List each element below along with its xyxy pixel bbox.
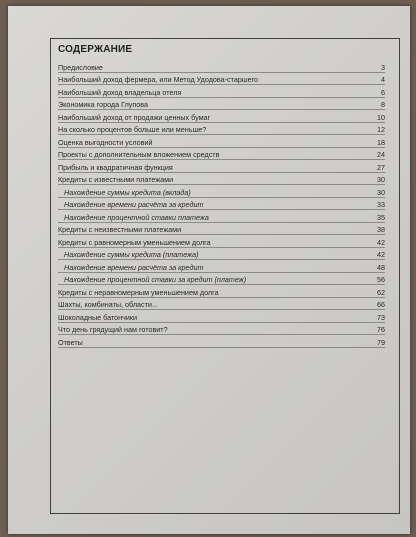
toc-subentry [58,198,385,211]
toc-entry-text: Экономика города Глупова [58,100,148,109]
toc-entry-text: Нахождение времени расчёта за кредит [64,200,204,209]
toc-entry-page: 30 [377,187,385,197]
table-of-contents [58,60,385,348]
toc-entry-text: Наибольший доход фермера, или Метод Удодова-старшего [58,75,259,84]
toc-entry [58,223,385,236]
toc-entry-text: Нахождение времени расчёта за кредит [64,262,204,272]
toc-entry-page: 18 [377,137,385,147]
toc-entry [58,335,385,348]
toc-entry [58,323,385,336]
toc-entry-page: 48 [377,262,385,272]
toc-entry-page: 38 [377,225,385,234]
toc-entry-text: Шахты, комбинаты, области... [58,300,158,309]
toc-title: СОДЕРЖАНИЕ [58,44,133,55]
toc-entry [58,98,385,111]
toc-entry [58,110,385,123]
toc-entry-text: Нахождение процентной ставки за кредит (платеж) [64,275,247,284]
toc-entry-page: 4 [381,75,385,84]
toc-entry [58,235,385,248]
toc-entry-text: Оценка выгодности условий [58,137,153,147]
toc-entry [58,173,385,186]
toc-entry-page: 6 [381,87,385,97]
toc-entry-page: 10 [377,112,385,122]
toc-entry-text: Наибольший доход владельца отеля [58,87,182,97]
toc-entry-page: 56 [377,275,385,284]
toc-entry-page: 24 [377,150,385,159]
toc-entry-text: Нахождение процентной ставки платежа [64,212,209,222]
toc-entry-text: Нахождение суммы кредита (платежа) [64,250,199,259]
toc-subentry [58,248,385,261]
toc-entry-page: 27 [377,162,385,172]
toc-entry-text: Кредиты с неизвестными платежами [58,225,182,234]
toc-entry [58,135,385,148]
toc-entry-text: Предисловие [58,62,103,72]
toc-entry-page: 12 [377,125,385,134]
toc-subentry [58,185,385,198]
toc-entry-text: Кредиты с равномерным уменьшением долга [58,237,211,247]
toc-entry [58,160,385,173]
toc-entry-page: 33 [377,200,385,209]
toc-entry-page: 42 [377,237,385,247]
toc-entry-text: Прибыль и квадратичная функция [58,162,173,172]
toc-entry-page: 66 [377,300,385,309]
toc-entry-page: 3 [381,62,385,72]
toc-entry-text: Кредиты с неравномерным уменьшением долга [58,287,219,297]
toc-subentry [58,273,385,286]
toc-entry [58,123,385,136]
toc-entry-text: Наибольший доход от продажи ценных бумаг [58,112,211,122]
toc-subentry [58,260,385,273]
toc-entry-page: 42 [377,250,385,259]
toc-entry-text: Нахождение суммы кредита (вклада) [64,187,191,197]
toc-entry-page: 73 [377,312,385,322]
toc-entry [58,73,385,86]
toc-entry-page: 30 [377,175,385,184]
toc-entry [58,298,385,311]
toc-entry [58,285,385,298]
toc-entry [58,148,385,161]
toc-subentry [58,210,385,223]
toc-entry-page: 76 [377,325,385,334]
toc-entry-text: Что день грядущий нам готовит? [58,325,168,334]
toc-entry-page: 8 [381,100,385,109]
toc-entry [58,85,385,98]
toc-entry [58,60,385,73]
toc-entry-page: 79 [377,337,385,347]
toc-entry-text: Шоколадные батончики [58,312,138,322]
toc-entry-text: Кредиты с известными платежами [58,175,174,184]
toc-entry-text: Ответы [58,337,83,347]
toc-entry-text: На сколько процентов больше или меньше? [58,125,207,134]
toc-entry-page: 62 [377,287,385,297]
toc-entry [58,310,385,323]
toc-entry-page: 35 [377,212,385,222]
toc-entry-text: Проекты с дополнительным вложением средств [58,150,220,159]
